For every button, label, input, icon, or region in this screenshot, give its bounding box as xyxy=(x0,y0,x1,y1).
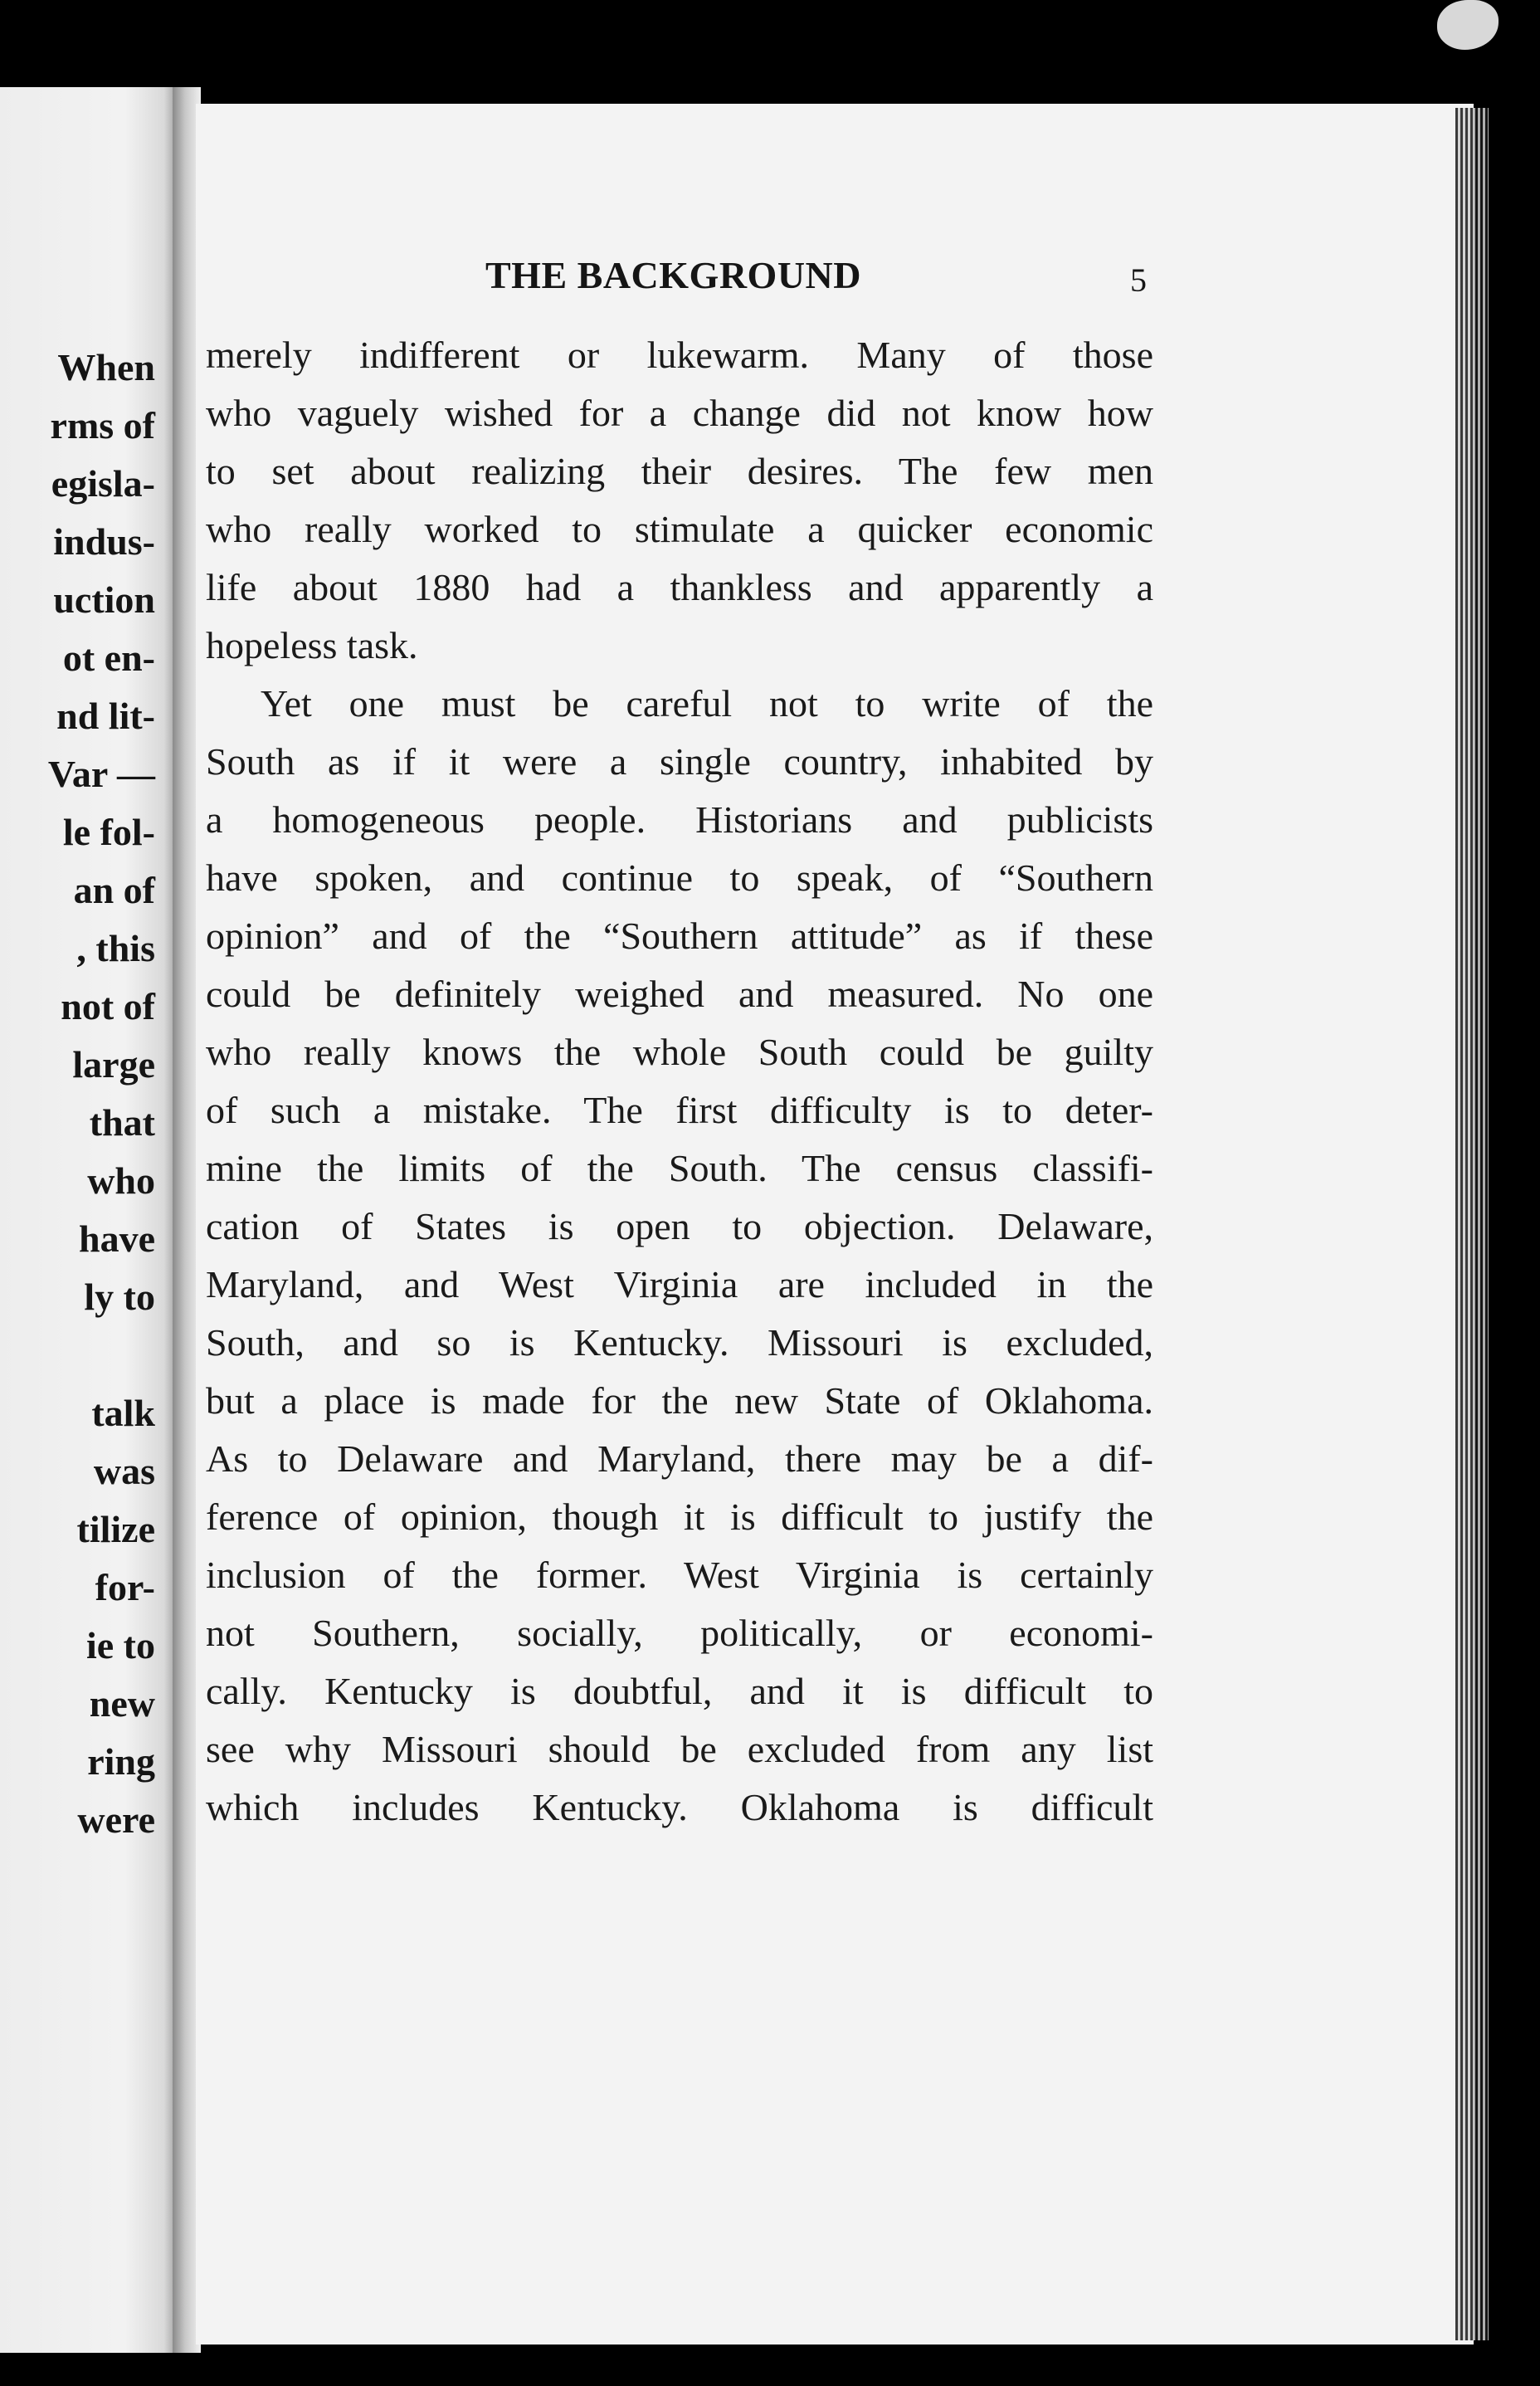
left-page-line: rms of xyxy=(50,404,155,446)
body-text xyxy=(206,326,1153,1837)
body-line: but a place is made for the new State of Oklahoma. xyxy=(206,1379,1153,1422)
left-page-line: uction xyxy=(53,578,155,621)
left-page-line: who xyxy=(87,1159,155,1202)
left-page-line: le fol- xyxy=(62,811,155,853)
left-page-line: When xyxy=(57,346,155,388)
body-line: South, and so is Kentucky. Missouri is excluded, xyxy=(206,1321,1153,1364)
left-page-line: ring xyxy=(87,1740,155,1783)
left-page-line: were xyxy=(77,1798,155,1841)
body-line: who really knows the whole South could be guilty xyxy=(206,1031,1153,1073)
left-page-line: for- xyxy=(95,1566,155,1608)
left-page-line: an of xyxy=(73,869,155,911)
left-page-line: ot en- xyxy=(62,637,155,679)
body-line: Yet one must be careful not to write of the xyxy=(261,682,1153,725)
left-page-line: ly to xyxy=(84,1276,155,1318)
body-line: of such a mistake. The first difficulty is to deter- xyxy=(206,1089,1153,1131)
body-line: who really worked to stimulate a quicker economic xyxy=(206,508,1153,550)
body-line: mine the limits of the South. The census classifi- xyxy=(206,1147,1153,1189)
body-line: have spoken, and continue to speak, of “Southern xyxy=(206,856,1153,899)
body-line: South as if it were a single country, inhabited by xyxy=(206,740,1153,783)
body-line: to set about realizing their desires. The few men xyxy=(206,450,1153,492)
page-number: 5 xyxy=(1130,261,1147,299)
left-page-line: egisla- xyxy=(51,462,155,505)
left-page-line: new xyxy=(89,1682,155,1725)
left-page-line: large xyxy=(72,1043,155,1086)
body-line: hopeless task. xyxy=(206,624,418,666)
left-page-line: not of xyxy=(61,985,155,1027)
left-page-line: that xyxy=(89,1101,155,1144)
body-line: which includes Kentucky. Oklahoma is difficult xyxy=(206,1786,1153,1828)
left-page-line: was xyxy=(93,1450,155,1492)
body-line: could be definitely weighed and measured. No one xyxy=(206,973,1153,1015)
page-edge xyxy=(1455,108,1489,2340)
left-page-line: nd lit- xyxy=(56,695,155,737)
body-line: a homogeneous people. Historians and publicists xyxy=(206,798,1153,841)
body-line: cally. Kentucky is doubtful, and it is difficult to xyxy=(206,1670,1153,1712)
body-line: not Southern, socially, politically, or economi- xyxy=(206,1612,1153,1654)
left-page-line: have xyxy=(79,1217,155,1260)
left-page-line: talk xyxy=(91,1392,155,1434)
body-line: cation of States is open to objection. Delaware, xyxy=(206,1205,1153,1247)
body-line: inclusion of the former. West Virginia is certainly xyxy=(206,1554,1153,1596)
left-page-line: tilize xyxy=(76,1508,155,1550)
corner-smudge xyxy=(1437,0,1499,50)
left-page xyxy=(0,87,178,2353)
body-line: As to Delaware and Maryland, there may be a dif- xyxy=(206,1437,1153,1480)
body-line: Maryland, and West Virginia are included in the xyxy=(206,1263,1153,1305)
left-page-line: Var — xyxy=(47,753,155,795)
left-page-line: indus- xyxy=(53,520,155,563)
body-line: see why Missouri should be excluded from any list xyxy=(206,1728,1153,1770)
body-line: opinion” and of the “Southern attitude” as if these xyxy=(206,915,1153,957)
body-line: life about 1880 had a thankless and apparently a xyxy=(206,566,1153,608)
left-page-line: , this xyxy=(76,927,155,969)
body-line: ference of opinion, though it is difficult to justify the xyxy=(206,1496,1153,1538)
left-page-line: ie to xyxy=(85,1624,155,1666)
body-line: merely indifferent or lukewarm. Many of those xyxy=(206,334,1153,376)
body-line: who vaguely wished for a change did not know how xyxy=(206,392,1153,434)
running-head: THE BACKGROUND xyxy=(485,254,861,296)
